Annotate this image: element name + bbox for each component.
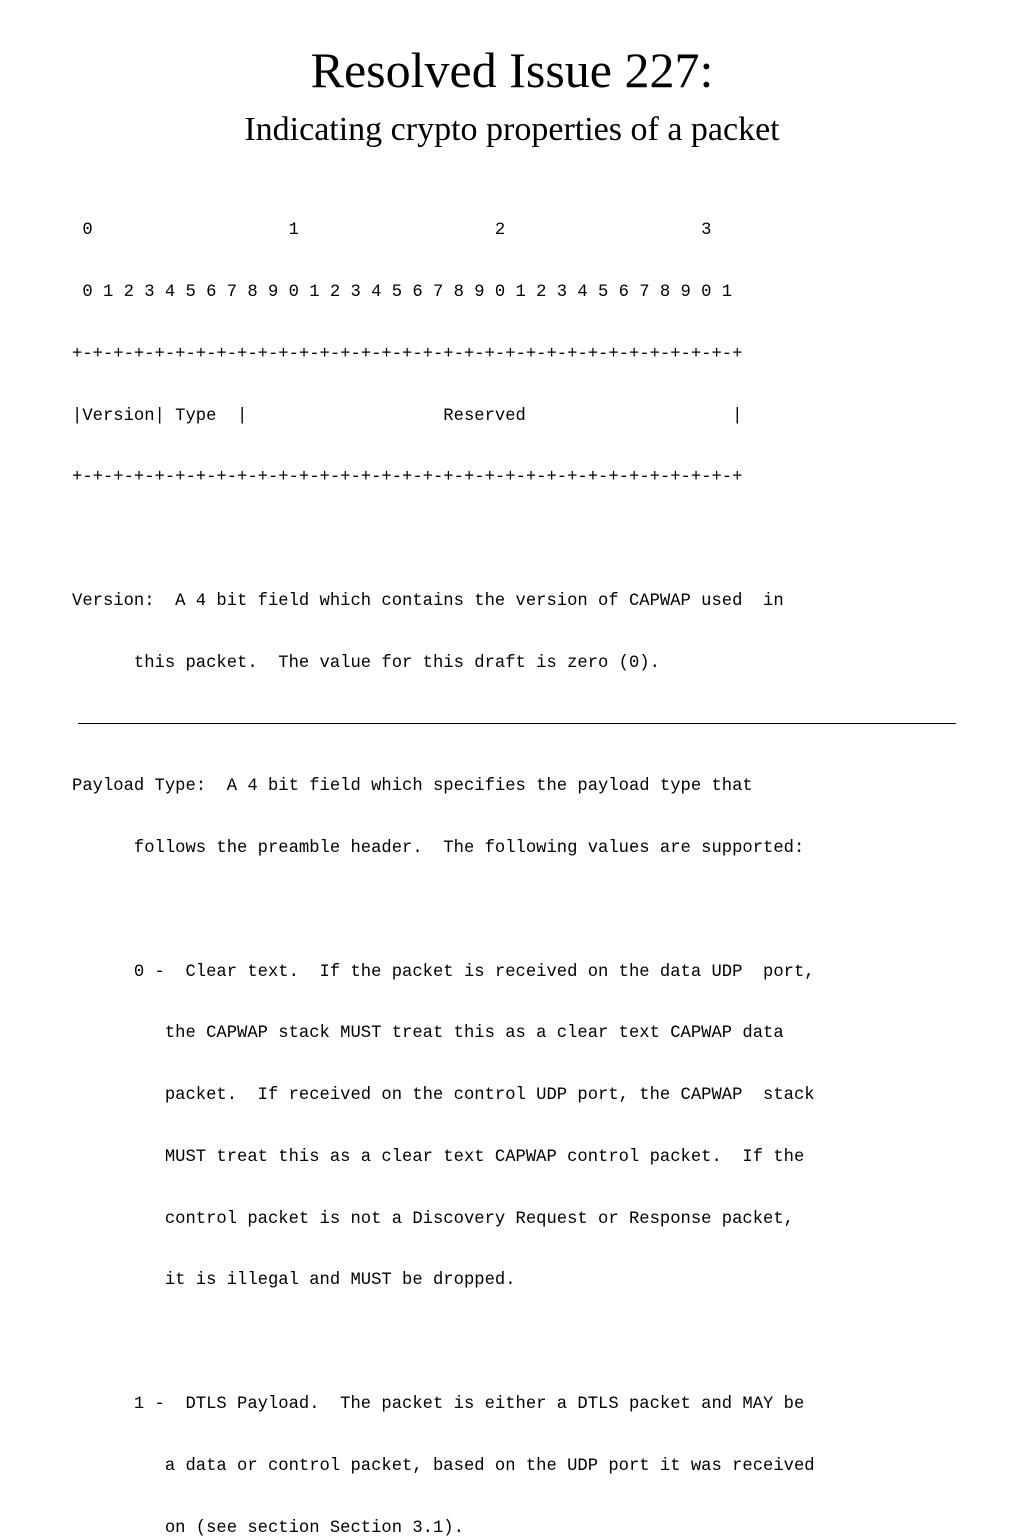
version-definition-line-2: this packet. The value for this draft is zero (0). <box>72 653 660 673</box>
value-0-line-6: it is illegal and MUST be dropped. <box>72 1271 516 1291</box>
value-0-line-3: packet. If received on the control UDP port, the CAPWAP stack <box>72 1086 815 1106</box>
payload-type-definition-line-1: Payload Type: A 4 bit field which specifies the payload type that <box>72 777 753 797</box>
protocol-text-block <box>72 180 992 1536</box>
bit-index-units-row: 0 1 2 3 4 5 6 7 8 9 0 1 2 3 4 5 6 7 8 9 0 1 2 3 4 5 6 7 8 9 0 1 <box>72 282 733 302</box>
value-0-line-1: 0 - Clear text. If the packet is received on the data UDP port, <box>72 962 815 982</box>
slide-subtitle: Indicating crypto properties of a packet <box>244 111 780 148</box>
blank-line <box>72 530 992 551</box>
header-border-bottom: +-+-+-+-+-+-+-+-+-+-+-+-+-+-+-+-+-+-+-+-+-+-+-+-+-+-+-+-+-+-+-+-+ <box>72 468 743 488</box>
value-0-line-5: control packet is not a Discovery Request or Response packet, <box>72 1209 794 1229</box>
payload-type-definition-line-2: follows the preamble header. The following values are supported: <box>72 839 805 858</box>
header-fields-row: |Version| Type | Reserved | <box>72 406 743 426</box>
header-border-top: +-+-+-+-+-+-+-+-+-+-+-+-+-+-+-+-+-+-+-+-+-+-+-+-+-+-+-+-+-+-+-+-+ <box>72 344 743 364</box>
value-1-line-2: a data or control packet, based on the UDP port it was received <box>72 1456 815 1476</box>
value-0-line-2: the CAPWAP stack MUST treat this as a clear text CAPWAP data <box>72 1024 784 1044</box>
value-1-line-3: on (see section Section 3.1). <box>72 1518 464 1536</box>
value-1-line-1: 1 - DTLS Payload. The packet is either a DTLS packet and MAY be <box>72 1395 805 1415</box>
slide-title: Resolved Issue 227: <box>310 42 714 98</box>
footer-divider <box>78 723 956 724</box>
value-0-line-4: MUST treat this as a clear text CAPWAP control packet. If the <box>72 1147 805 1167</box>
blank-line <box>72 715 992 736</box>
blank-line <box>72 901 992 922</box>
version-definition-line-1: Version: A 4 bit field which contains the version of CAPWAP used in <box>72 591 784 611</box>
bit-index-tens-row: 0 1 2 3 <box>72 221 712 241</box>
blank-line <box>72 1333 992 1354</box>
